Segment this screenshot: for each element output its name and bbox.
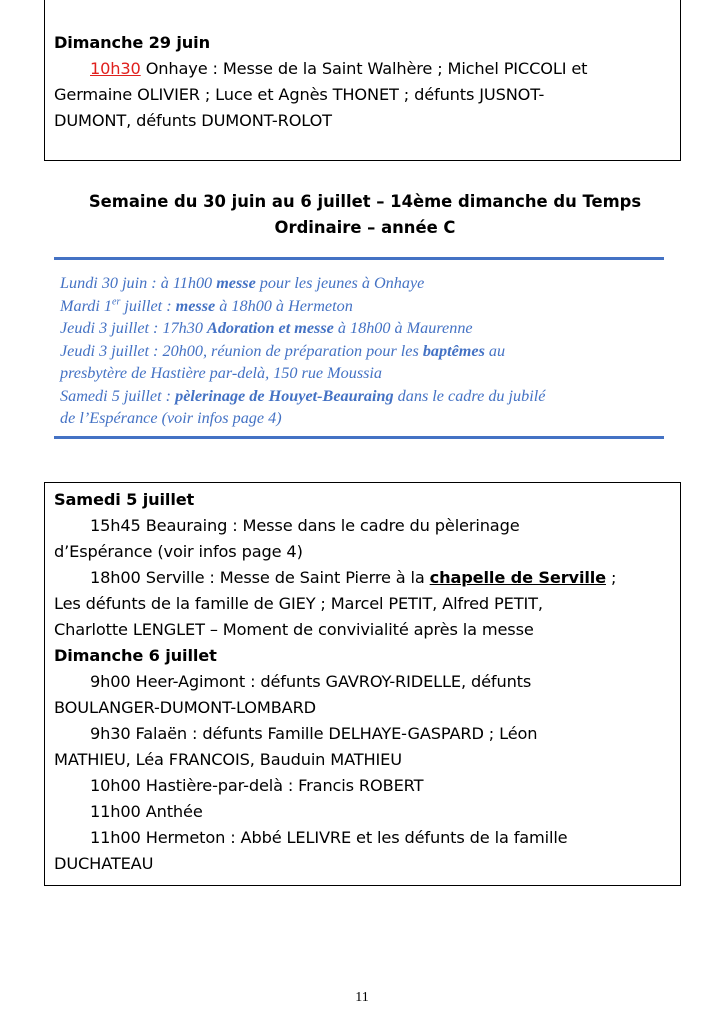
mass-line: 11h00 Hermeton : Abbé LELIVRE et les défunts de la famille [90, 828, 568, 847]
week-heading-line: Ordinaire – année C [274, 218, 456, 237]
mass-line: 18h00 Serville : Messe de Saint Pierre à la chapelle de Serville ; [90, 568, 617, 587]
mass-line: MATHIEU, Léa FRANCOIS, Bauduin MATHIEU [54, 750, 402, 769]
weekly-schedule [60, 272, 680, 430]
week-heading-line: Semaine du 30 juin au 6 juillet – 14ème dimanche du Temps [88, 192, 642, 211]
mass-line: 9h00 Heer-Agimont : défunts GAVROY-RIDELLE, défunts [90, 672, 532, 691]
schedule-line: Jeudi 3 juillet : 17h30 Adoration et messe à 18h00 à Maurenne [60, 319, 473, 337]
mass-line: DUCHATEAU [54, 854, 154, 873]
mass-line: 15h45 Beauraing : Messe dans le cadre du pèlerinage [90, 516, 520, 535]
day-heading-saturday: Samedi 5 juillet [54, 490, 195, 509]
mass-line: Germaine OLIVIER ; Luce et Agnès THONET ; défunts JUSNOT- [54, 85, 545, 104]
schedule-line: Samedi 5 juillet : pèlerinage de Houyet-Beauraing dans le cadre du jubilé [60, 386, 546, 405]
mass-line: 11h00 Anthée [90, 802, 203, 821]
weekend-masses-box [44, 482, 681, 886]
mass-line: d’Espérance (voir infos page 4) [54, 542, 303, 561]
week-heading [50, 189, 680, 241]
mass-line: 9h30 Falaën : défunts Famille DELHAYE-GASPARD ; Léon [90, 724, 538, 743]
mass-line: BOULANGER-DUMONT-LOMBARD [54, 698, 316, 717]
day-heading-sunday: Dimanche 6 juillet [54, 646, 217, 665]
chapelle-serville-link[interactable]: chapelle de Serville [429, 568, 606, 587]
divider-rule [54, 436, 664, 439]
mass-line: 10h00 Hastière-par-delà : Francis ROBERT [90, 776, 424, 795]
schedule-line: Lundi 30 juin : à 11h00 messe pour les jeunes à Onhaye [60, 274, 425, 292]
mass-time-link[interactable]: 10h30 [90, 59, 141, 78]
sunday-june-29-box [44, 0, 681, 161]
schedule-line: presbytère de Hastière par-delà, 150 rue Moussia [60, 364, 383, 382]
mass-line-text: Onhaye : Messe de la Saint Walhère ; Michel PICCOLI et [140, 59, 588, 78]
mass-line: Charlotte LENGLET – Moment de convivialité après la messe [54, 620, 534, 639]
schedule-line: Jeudi 3 juillet : 20h00, réunion de préparation pour les baptêmes au [60, 341, 506, 360]
divider-rule [54, 257, 664, 260]
page-number: 11 [355, 990, 369, 1005]
day-heading-june-29: Dimanche 29 juin [54, 33, 210, 52]
schedule-line: de l’Espérance (voir infos page 4) [60, 409, 282, 427]
mass-line: DUMONT, défunts DUMONT-ROLOT [54, 111, 332, 130]
mass-line: Les défunts de la famille de GIEY ; Marcel PETIT, Alfred PETIT, [54, 594, 543, 613]
mass-line [54, 56, 680, 82]
schedule-line: Mardi 1er juillet : messe à 18h00 à Hermeton [60, 296, 353, 315]
